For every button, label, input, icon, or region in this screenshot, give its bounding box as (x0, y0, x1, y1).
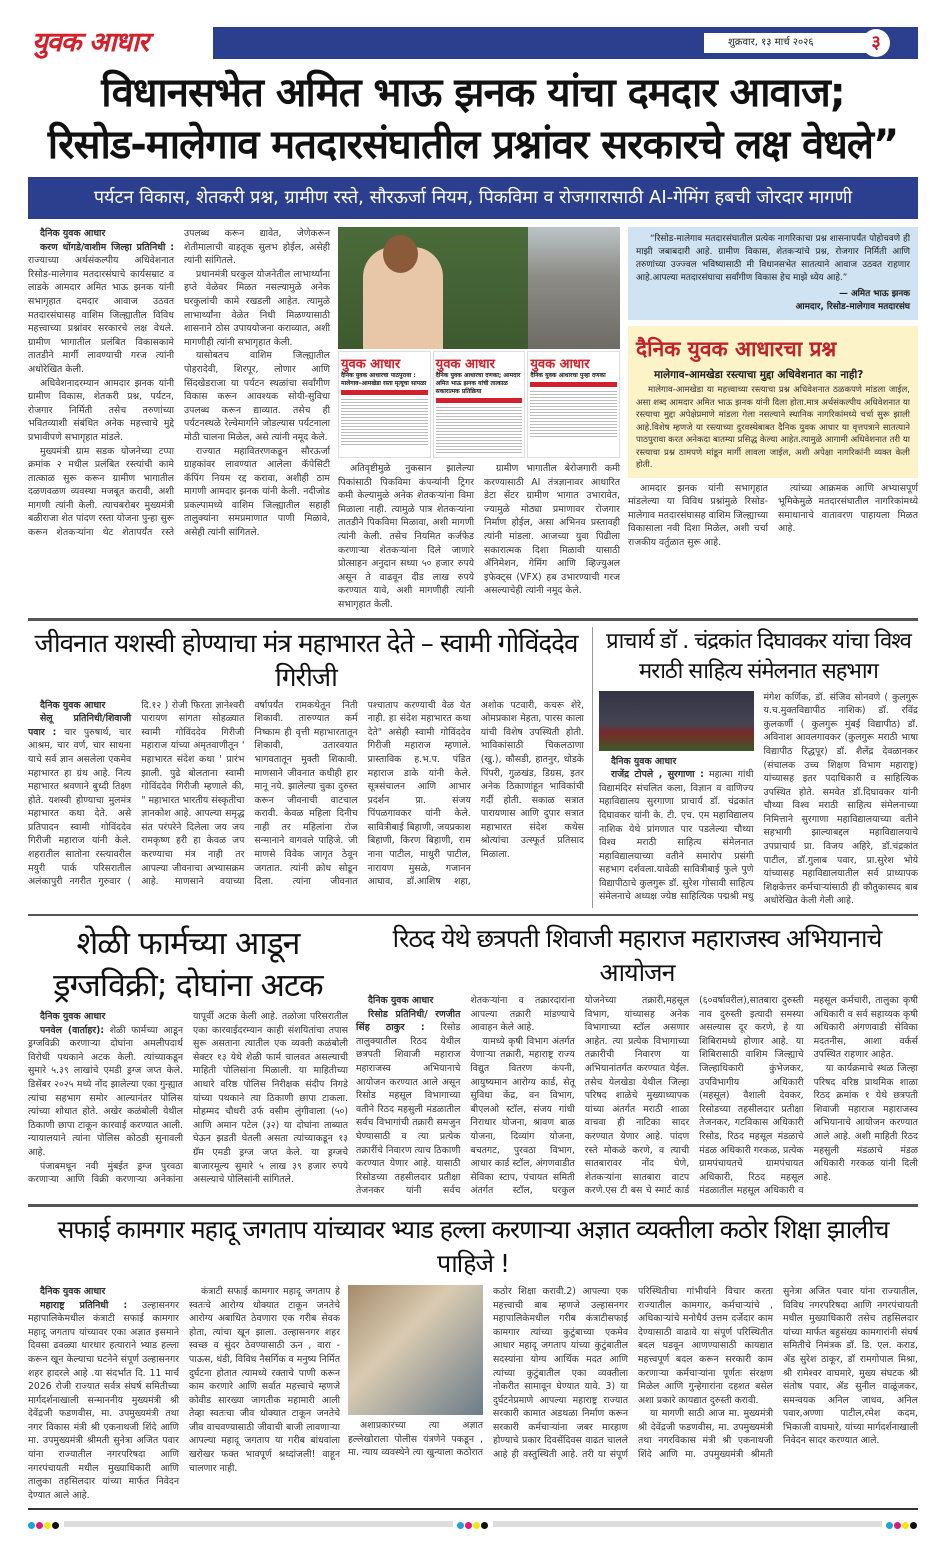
lead-section (28, 227, 918, 612)
paragraph: राज्यात महावितरणकडून सौरऊर्जा ग्राहकांवर लावण्यात आलेला कॅपेसिटी कॅपिंग नियम रद्द करावा, अशीही ठाम मागणी आमदार झनक यांनी केली. नदीजोड प्रकल्पामध्ये वाशिम जिल्ह्यातील सहाही तालुक्यांना समप्रमाणात पाणी मिळावे, असेही त्यांनी सांगितले. (184, 445, 330, 539)
byline: राजेंद्र टोपले , सुरगाणा : (611, 769, 704, 781)
lead-article-continued (338, 462, 620, 612)
paragraph: प्रधानमंत्री घरकुल योजनेतील लाभार्थ्यांना हप्ते वेळेवर मिळत नसल्यामुळे अनेक घरकुलांची कामे रखडली आहेत. त्यामुळे लाभार्थ्यांना वेळेत निधी मिळण्यासाठी शासनाने ठोस उपाययोजना कराव्यात, अशी मागणीही त्यांनी सभागृहात केली. (184, 268, 330, 348)
safai-body-right (348, 1285, 918, 1503)
drugs-article (28, 922, 348, 1198)
mahabharat-body (28, 699, 584, 889)
section-3 (28, 914, 918, 1198)
clipping (433, 351, 526, 458)
paragraph: रिसोड तालुक्यातील रिठद येथील छत्रपती शिवाजी महाराज महाराजस्व अभियानाचे आयोजन करण्यात आले असून रिसोड महसूल विभागाच्या वतीने रिठद महसुली मंडळातील सर्वच विभागांची तक्रारी समजुन घेण्यासाठी व त्या प्रत्येक तक्रारींचे निवारण त्याच ठिकाणी करण्यात येणार आहे. यासाठी रिसोडच्या तहसीलदार प्रतीक्षा तेजनकर यांनी सर्वच शेतकऱ्यांना व तक्रारदारांना आपल्या तक्रारी मांडण्याचे आवाहन केले आहे. (356, 995, 575, 1197)
clipping (338, 351, 431, 458)
sammelan-article (592, 627, 918, 909)
dateline: दैनिक युवक आधार (40, 1285, 106, 1297)
dateline: दैनिक युवक आधार (611, 755, 677, 767)
damaged-road-photo (528, 227, 620, 349)
clipping (527, 351, 620, 458)
sammelan-body (599, 691, 918, 909)
byline: रिसोड प्रतिनिधी/ रणजीत सिंह ठाकुर : (356, 1008, 461, 1034)
clipping-masthead: युवक आधार (530, 357, 590, 372)
safai-headline: सफाई कामगार महादू जगताप यांच्यावर भ्याड हल्ला करणाऱ्या अज्ञात व्यक्तीला कठोर शिक्षा झालीच पाहिजे ! (57, 1214, 889, 1278)
drugs-headline (28, 922, 348, 1006)
paragraph: चार पुरुषार्थ, चार आश्रम, चार वर्ण, चार साधना याचे सर्व ज्ञान असलेला एकमेव महाभारत हा ग्रंथ आहे. नित्य महाभारत श्रवणाने बुध्दी तिक्ष्ण होते. यशस्वी होण्याचा मुलमंत्र महाभारत कथा देते. असे प्रतिपादन स्वामी गोविंददेव गिरीजी महाराज यांनी केले. शहरातील सातोना रस्त्यावरील मयुरी पार्क परिसरातील अलंकापुरी नगरीत गुरुवार ( दि.१२ ) रोजी फिरता ज्ञानेश्वरी पारायण सांगता सोहळ्यात स्वामी गोविंददेव गिरीजी महाराज यांच्या अमृतवाणीतून ' महाभारत संदेश कथा ' प्रारंभ झाली. पुढे बोलताना स्वामी गोविंददेव गिरीजी म्हणाले की, " महाभारत भारतीय संस्कृतीचा ज्ञानकोश आहे. आपल्या समृद्ध संत परंपरेने दिलेला जय जय रामकृष्ण हरी हा केवळ जप करण्याचा मंत्र नाही तर आपल्या जीवनाचा अभ्यासक्रम आहे. माणसाने वयाच्या वर्षापर्यंत रामकथेतून निती शिकावी. तारुण्यात कर्म निष्काम ही वृत्ती महाभारतातून शिकावी, उतारवयात भागवतातून मुक्ती शिकावी. माणसाने जीवनात कधीही हार मानू नये. झालेल्या चुका दुरुस्त करून जीवनाची वाटचाल करावी. केवळ महिला दिनीच नाही तर महिलांना रोज सन्मानाने वागवले पाहिजे. जी माणसे विवेक जागृत ठेवून जगतात. त्यांनी क्रोध सोडून दिला. त्यांना जीवनात पश्चाताप करण्याची वेळ येत नाही. हा संदेश महाभारत कथा देते" असेही स्वामी गोविंददेव गिरीजी महाराज म्हणाले. प्रास्ताविक ह.भ.प. पंडित महाराज डाके यांनी केले. सूत्रसंचालन आणि आभार प्रदर्शन प्रा. संजय पिंपळगावकर यांनी केले. सावित्रीबाई बिहाणी, जयप्रकाश बिहाणी, किरण बिहाणी, राम नाना पाटील, माधुरी पाटील, नारायण मुसळे, गजानन आघाव, डॉ.आशिष शहा, अशोक पटवारी, कचरू शेरे, ओमप्रकाश मेहता, पारस काला यांची विशेष उपस्थिती होती. भाविकांसाठी चिकलठाणा (खु.), कौसडी, हातनुर, धोडके पिंपरी, गुळखंड, डिग्रस, इतर अनेक ठिकाणांहून भाविकांची गर्दी होती. सकाळ सत्रात पारायणास आणि दुपार सत्रात महाभारत संदेश कथेस श्रोत्यांचा उत्स्फूर्त प्रतिसाद मिळाला. (28, 699, 584, 888)
paragraph: अधिवेशनादरम्यान आमदार झनक यांनी ग्रामीण विकास, शेतकरी प्रश्न, पर्यटन, रोजगार निर्मिती तसेच तरुणांच्या भवितव्याशी संबंधित अनेक महत्त्वाचे मुद्दे प्रभावीपणे सभागृहात मांडले. (28, 377, 174, 443)
question-box-text: मालेगाव-आमखेडा या महत्त्वाच्या रस्त्याचा प्रश्न अधिवेशनात ठळकपणे मांडला जाईल, असा शब्द आमदार अमित भाऊ झनक यांनी दिला होता.मात्र अर्थसंकल्पीय अधिवेशनात या रस्त्याचा मुद्दा अपेक्षेप्रमाणे मांडला गेला नसल्याने स्थानिक नागरिकांमध्ये चर्चा सुरू झाली आहे.विशेष म्हणजे या रस्त्याच्या दुरवस्थेबाबत दैनिक युवक आधार या वृत्तपत्राने सातत्याने पाठपुरावा करत अनेकदा बातम्या प्रसिद्ध केल्या आहेत.त्यामुळे आगामी अधिवेशनात तरी या रस्त्याचा प्रश्न ठामपणे मांडून मार्गी लावला जाईल, अशी अपेक्षा नागरिकांनी व्यक्त केली होती. (636, 385, 910, 470)
sammelan-headline: प्राचार्य डॉ . चंद्रकांत दिघावकर यांचा विश्व मराठी साहित्य संमेलनात सहभाग (606, 628, 911, 684)
dateline: दैनिक युवक आधार (40, 228, 106, 239)
print-registration-strip (28, 1514, 918, 1533)
question-box-title: दैनिक युवक आधारचा प्रश्न (636, 337, 837, 361)
page-number: ३ (862, 29, 890, 57)
clipping-headline: दैनिक युवक आधारचा पुन्हा दणका (530, 372, 606, 379)
rithad-headline: रिठद येथे छत्रपती शिवाजी महाराज महाराजस्व अभियानाचे आयोजन (392, 924, 882, 988)
byline: पनवेल (वार्ताहर): (40, 1024, 105, 1036)
drugs-body (28, 1010, 348, 1187)
newspaper-logo: युवक आधार (28, 27, 213, 59)
paragraph: महात्मा गांधी विद्यामंदिर संचलित कला, विज्ञान व वाणिज्य महाविद्यालय सुरगाणा प्राचार्य डॉ. चंद्रकांत दिघावकर यांनी के. टी. एच. एम महाविद्यालय नाशिक येथे प्रांगणात पार पडलेल्या चौथ्या विश्व मराठी साहित्य संमेलनात महाविद्यालयाच्या वतीने समारोप प्रसंगी सहभाग दर्शवला.यावेळी सावित्रीबाई फुले पुणे विद्यापीठाचे कुलगुरू डॉ. सुरेश गोसावी साहित्य संमेलनाचे अध्यक्ष ज्येष्ठ साहित्यिक पद्मश्री मधु मंगेश कर्णिक, डॉ. संजिव सोनवणे ( कुलगुरू य.च.मुक्तविद्यापीठ नाशिक) डॉ. रविंद्र कुलकर्णी ( कुलगुरू मुंबई विद्यापीठ) डॉ. अविनाश आवलगावकर (कुलगुरू मराठी भाषा विद्यापीठ रिद्धपूर) डॉ. शैलेंद्र देवळानकर (संचालक उच्च शिक्षण विभाग महाराष्ट्र) यांच्यासह इतर पदाधिकारी व साहित्यिक उपस्थित होते. समवेत डॉ.दिघावकर यांनी चौथ्या विश्व मराठी साहित्य संमेलनाच्या निमित्ताने सुरगाणा महाविद्यालयाच्या वतीने सहभागी झाल्याबद्दल महाविद्यालयाचे उपप्राचार्य प्रा. विजय अहिरे, डॉ.चंद्रकांत पाटील, डॉ.गुलाब पवार, प्रा.सुरेश भोये यांच्यासह महाविद्यालयातील सर्व प्राध्यापक शिक्षकेत्तर कर्मचाऱ्यांसाठी ही कौतुकास्पद बाब अधोरेखित केली गेली आहे. (599, 691, 918, 907)
clipping-headline: दैनिक युवक आधारचा दणका; आमदार अमित भाऊ झनक यांची तात्काळ सकारात्मक प्रतिक्रिया (435, 372, 521, 395)
safai-body-left (28, 1285, 340, 1503)
paragraph: ग्रामीण भागातील बेरोजगारी कमी करण्यासाठी AI तंत्रज्ञानावर आधारित डेटा सेंटर ग्रामीण भागात उभारावेत, ज्यामुळे मोठ्या प्रमाणावर रोजगार निर्माण होईल, असा अभिनव प्रस्तावही त्यांनी मांडला. आजच्या युवा पिढीला सकारात्मक दिशा मिळावी यासाठी ॲनिमेशन, गेमिंग आणि व्हिज्युअल इफेक्ट्स (VFX) हब उभारण्याची गरज असल्याचेही त्यांनी नमूद केले. (484, 463, 620, 597)
paragraph: राज्याच्या अर्थसंकल्पीय अधिवेशनात रिसोड-मालेगाव मतदारसंघाचे कार्यसम्राट व लाडके आमदार अमित भाऊ झनक यांनी सभागृहात दमदार आवाज उठवत मतदारसंघासह वाशिम जिल्ह्यातील विविध महत्त्वाच्या प्रश्नांवर सरकारचे लक्ष वेधले. ग्रामीण भागातील प्रलंबित विकासकामे तातडीने मार्गी लावण्याची गरज त्यांनी अधोरेखित केली. (28, 255, 174, 375)
paragraph: पंजाबमधून नवी मुंबईत ड्रग्ज पुरवठा करणाऱ्या आणि विक्री करणाऱ्या अनेकांना यापूर्वी अटक केली आहे. तळोजा परिसरातील एका कारवाईदरम्यान काही संशयितांचा तपास सुरू असताना त्यातील एक व्यक्ती कळंबोली सेक्टर १३ येथे शेळी फार्म चालवत असल्याची माहिती पोलिसांना मिळाली. या माहितीच्या आधारे वरिष्ठ पोलिस निरीक्षक संदीप निगडे यांच्या पथकाने त्या ठिकाणी छापा टाकला. मोहम्मद चौधरी उर्फ वसीम लुंगीवाला (५०) आणि अमान पटेल (३२) या दोघांना ताब्यात घेऊन झडती घेतली असता त्यांच्याकडून १३ ग्रॅम एमडी ड्रग्ज जप्त केले. या ड्रग्जचे बाजारमूल्य सुमारे ५ लाख ३९ हजार रुपये असल्याचे पोलिसांनी सांगितले. (28, 1011, 348, 1186)
issue-date: शुक्रवार, १३ मार्च २०२६ (704, 33, 876, 53)
masthead-bar (28, 27, 918, 59)
lead-subheadline: पर्यटन विकास, शेतकरी प्रश्न, ग्रामीण रस्ते, सौरऊर्जा नियम, पिकविमा व रोजगारासाठी AI-गेमिंग हबची जोरदार मागणी (28, 177, 918, 219)
drugs-headline-line-2: ड्रग्जविक्री; दोघांना अटक (53, 966, 323, 1005)
dateline: दैनिक युवक आधार (40, 1011, 106, 1023)
mla-quote-box (628, 227, 918, 320)
paragraph: या कार्यक्रमाचे स्थळ जिल्हा परिषद वरिष्ठ प्राथमिक शाळा रिठद क्रमांक १ येथे छत्रपती शिवाजी महाराज महाराजस्व अभियानाचे आयोजन करण्यात आले आहे. अशी माहिती रिठद महसुली मंडळाचे मंडळ अधिकारी गरकळ यांनी दिली आहे. (813, 1063, 918, 1183)
clipping-masthead: युवक आधार (435, 357, 495, 372)
rithad-article (356, 922, 918, 1198)
color-registration-dots (457, 1514, 489, 1533)
byline: सेलू प्रतिनिधी/शिवाजी पवार : (28, 713, 132, 738)
paragraph: यासोबतच वाशिम जिल्ह्यातील पोहरादेवी, शिरपूर, लोणार आणि सिंदखेडराजा या पर्यटन स्थळांचा सर्वांगीण विकास करून आवश्यक सोयी-सुविधा उपलब्ध करून द्याव्यात. तसेच ही पर्यटनस्थळे रेल्वेमार्गाने जोडल्यास पर्यटनाला मोठी चालना मिळेल, असे त्यांनी नमूद केले. (184, 350, 330, 443)
lead-right-column (628, 227, 918, 612)
lead-headline-line-2: रिसोड-मालेगाव मतदारसंघातील प्रश्नांवर सरकारचे लक्ष वेधले” (47, 122, 899, 168)
rithad-body (356, 994, 918, 1198)
paragraph: अतिवृष्टीमुळे नुकसान झालेल्या पिकांसाठी पिकविमा कंपन्यांनी ट्रिगर कमी केल्यामुळे अनेक शेतकऱ्यांना विमा मिळाला नाही. त्यामुळे पात्र शेतकऱ्यांना तातडीने पिकविमा मिळावा, अशी मागणी त्यांनी केली. तसेच नियमित कर्जफेड करणाऱ्या शेतकऱ्यांना दिले जाणारे प्रोत्साहन अनुदान सध्या ५० हजार रुपये असून ते वाढवून दीड लाख रुपये करण्यात यावे, अशी मागणीही त्यांनी सभागृहात केली. (338, 463, 474, 610)
paragraph: कंत्राटी सफाई कामगार महादू जगताप हे स्वतःचे आरोग्य धोक्यात टाकून जनतेचे आरोग्य अबाधित ठेवणारा एक गरीब सेवक होता, त्यांचा खून झाला. उल्हासनगर शहर स्वच्छ व सुंदर ठेवण्यासाठी ऊन , वारा - पाऊस, थंडी, विविध नैसर्गिक व मनुष्य निर्मित दुर्घटना होतात त्यामध्ये रक्ताचे पाणी करून काम करणारे आणि सर्वात महत्त्वाचे म्हणजे कोवीड सारख्या जागतीक महामारी आली तेव्हा स्वतःचा जीव धोक्यात टाकून जनतेचे जीव वाचवण्यासाठी जीवाची बाजी लावणाऱ्या आपल्या महादू जगताप या गरीब बांधवांला खरोखर फक्त भावपूर्ण श्रध्दांजली! वाहून चालणार नाही. (189, 1285, 340, 1474)
lead-media-column (338, 227, 620, 612)
footer-rule (28, 1508, 918, 1510)
byline: महाराष्ट्र प्रतिनिधी : (40, 1299, 128, 1311)
byline: करण धोंगडे/वाशीम जिल्हा प्रतिनिधी : (40, 241, 174, 253)
color-registration-dots (28, 1514, 60, 1533)
paragraph: या मागणी साठी आज मा. मुख्यमंत्री श्री देवेंद्रजी फडणवीस, मा. उपमुख्यमंत्री तथा नगरविकास मंत्री श्री एकनाथजी शिंदे आणि मा. उपमुख्यमंत्री श्रीमती सुनेत्रा अजित पवार यांना राज्यातील, विविध नगरपरिषदा आणि नगरपंचायती मधील मुख्याधिकारी तसेच तहसिलदार यांच्या मार्फत बहुसंख्य कामगारांनी संघर्ष समितीचे निमंत्रक डॉ. डि. एल. कराड, ॲड सुरेश ठाकूर, डॉ रामगोपाल मिश्रा, श्री रामेश्वर वाघमारे, मुख्य संघटक श्री संतोष पवार, ॲड सुनील वाळूंजकर, समन्वयक अनिल जाधव, अनिल पवार,अण्णा पाटील,रमेश कदम, भिकाजी वाघमारे, यांच्या मार्गदर्शनाखाली निवेदन सादर करण्यात आले. (638, 1285, 918, 1461)
paragraph: मुख्यमंत्री ग्राम सडक योजनेच्या टप्पा क्रमांक २ मधील प्रलंबित रस्त्यांची कामे तात्काळ सुरू करून ग्रामीण भागातील दळणवळण व्यवस्था मजबूत करावी, अशी मागणी त्यांनी केली. त्याचबरोबर मुख्यमंत्री बळीराजा शेत पांदण रस्ता योजना पुन्हा सुरू करून शेतकऱ्यांना थेट शेतापर्यंत रस्ते उपलब्ध करून द्यावेत, जेणेकरून शेतीमालाची वाहतूक सुलभ होईल, असेही त्यांनी सांगितले. (28, 228, 330, 539)
color-registration-dots (886, 1514, 918, 1533)
quote-author-role: आमदार, रिसोड-मालेगाव मतदारसंघ (795, 302, 910, 312)
question-box-subtitle: मालेगाव-आमखेडा रस्त्याचा मुद्दा अधिवेशनात का नाही? (654, 369, 864, 381)
paragraph: उल्हासनगर महापालिकेमधील कंत्राटी सफाई कामगार महादू जगताप यांच्यावर एका अज्ञात इसमाने दिवसा ढवळ्या धारधार हत्याराने भ्याड हल्ला करून खून केल्याचा घटनेने संपूर्ण उल्हासनगर शहर हादरले आहे .या संदर्भात दि. 11 मार्च 2026 रोजी राज्यात सर्वत्र संघर्ष समितीच्या मार्गदर्शनाखाली सन्माननीय मुख्यमंत्री श्री देवेंद्रजी फडणवीस, मा. उपमुख्यमंत्री तथा नगर विकास मंत्री श्री एकनाथजी शिंदे आणि मा. उपमुख्यमंत्री श्रीमती सुनेत्रा अजित पवार यांना राज्यातील नगरपरिषदा आणि नगरपंचायती मधील मुख्याधिकारी आणि तालुका तहसिलदार यांच्या मार्फत निवेदन देण्यात आले आहे. (28, 1299, 179, 1501)
assembly-speech-photo (338, 227, 528, 349)
safai-article (28, 1204, 918, 1503)
section-2 (28, 618, 918, 909)
question-box (628, 326, 918, 478)
dateline: दैनिक युवक आधार (40, 699, 106, 711)
paragraph: आमदार झनक यांनी सभागृहात मांडलेल्या या विविध प्रश्नांमुळे रिसोड-मालेगाव मतदारसंघासह वाशिम जिल्ह्याच्या विकासाला नवी दिशा मिळेल, अशी चर्चा राजकीय वर्तुळात सुरू आहे. (628, 482, 768, 548)
mahabharat-headline: जीवनात यशस्वी होण्याचा मंत्र महाभारत देते – स्वामी गोविंददेव गिरीजी (34, 628, 578, 693)
lead-headline-line-1: विधानसभेत अमित भाऊ झनक यांचा दमदार आवाज; (101, 70, 845, 116)
lead-article-end (628, 482, 918, 550)
paragraph: अशाप्रकारच्या त्या अज्ञात हल्लेखोराला पोलीस यंत्रणेने पकडून , मा. न्याय व्यवस्थेने त्या खुन्याला कठोरात कठोर शिक्षा करावी.2) आपल्या एक महत्त्वाची बाब म्हणजे उल्हासनगर महापालिकेमधील गरीब कंत्राटीसफाई कामगार त्यांच्या कुटुंबाच्या एकमेव आधार महादू जगताप यांच्या कुटुंबातील सदस्यांना योग्य आर्थिक मदत आणि त्यांच्या कुटुंबातील एका व्यक्तीला नोकरीत सामावून घेण्यात यावे. 3) या दुर्घटनेप्रमाणे आपल्या महाराष्ट्र राज्यात सरकारी कामात अडथळा निर्माण करून सरकारी कर्मचाऱ्यांना जबर मारहाण होण्याचे प्रकार दिवसेंदिवस वाढत चालले आहे ही वस्तुस्थिती आहे. तरी या संपूर्ण परिस्थितीचा गांभीर्याने विचार करता राज्यातील कामगार, कर्मचाऱ्यांचे , अधिकाऱ्यांचे मनोधैर्य उत्तम दर्जेदार काम देण्यासाठी वाढावे या संपूर्ण परिस्थितीत बदल घडवून आणण्यासाठी कायद्यात महत्त्वपूर्ण बदल करून सरकारी काम करणाऱ्या कर्मचाऱ्यांना पूर्णतः संरक्षण मिळेल आणि गुन्हेगारांना दहशत बसेल अशा प्रकारे कायद्यात दुरुस्ती करावी. (348, 1285, 773, 1461)
sammelan-stage-photo (599, 691, 754, 751)
paragraph: यामध्ये कृषी विभाग अंतर्गत येणाऱ्या तक्रारी, महाराष्ट्र राज्य विद्युत वितरण कंपनी, आयुष्यमान आरोग्य कार्ड, सेतू सुविधा केंद्र, वन विभाग, बीएलओ स्टॉल, संजय गांधी निराधार योजना, श्रावण बाळ योजना, दिव्यांग योजना, बचतगट, पुरवठा विभाग, आधार कार्ड स्टॉल, अंगणवाडीत सेविका स्टाप, पंचायत समिती अंतर्गत स्टॉल, घरकुल योजनेच्या तक्रारी,महसूल विभाग, यांच्यासह अनेक विभागाच्या स्टॉल असणार आहेत. त्या प्रत्येक विभागाच्या तक्रारीची निवारण या अभियानांतर्गत करण्यात येईल. तसेच येलखेडा येथील जिल्हा परिषद शाळेचे मुख्याध्यापक यांच्या अंतर्गत मराठी शाळा वाचवा ही नाटिका सादर करण्यात येणार आहे. पांदण रस्ते मोकळे करणे, व त्याची सातबारावर नोंद घेणे, शेतकऱ्यांना सातबारा वाटप करणे.एस टी बस चे स्मार्ट कार्ड (६०वर्षावरील),सातबारा दुरुस्ती नाव दुरुस्ती इत्यादी समस्या असल्यास दूर करणे, हे या शिबिरामध्ये होणार आहे. या शिबिरासाठी वाशिम जिल्ह्याचे जिल्हाधिकारी कुंभेजकर, उपविभागीय अधिकारी (महसूल) वैशाली देवकर, रिसोडच्या तहसीलदार प्रतीक्षा तेजनकर, गटविकास अधिकारी रिसोड, रिठद महसूल मंडळाचे मंडळ अधिकारी गरकळ, प्रत्येक ग्रामपंचायतचे ग्रामपंचायत अधिकारी, रिठद महसूल मंडळातील महसूल अधिकारी व महसूल कर्मचारी, तालुका कृषी अधिकारी व सर्व सहाय्यक कृषी अधिकारी अंगणवाडी सेविका मदतनीस, आशा वर्कर्स उपस्थित राहणार आहेत. (470, 995, 918, 1197)
dateline: दैनिक युवक आधार (368, 995, 434, 1007)
newspaper-clippings (338, 351, 620, 458)
clipping-headline: दैनिक युवक आधारचा पाठपुरावा : मालेगाव–आमखेडा रस्ता मृत्यूचा सापळा (341, 372, 427, 387)
mahabharat-article (28, 627, 584, 909)
memorandum-submission-photo (348, 1285, 483, 1415)
paragraph: त्यांच्या आक्रमक आणि अभ्यासपूर्ण भूमिकेमुळे मतदारसंघातील नागरिकांमध्ये समाधानाचे वातावरण पाहायला मिळत आहे. (778, 482, 918, 535)
quote-author: — अमित भाऊ झनक (839, 289, 910, 299)
quote-text: “रिसोड-मालेगाव मतदारसंघातील प्रत्येक नागरिकाचा प्रश्न शासनापर्यंत पोहोचवणे ही माझी जबाबदारी आहे. ग्रामीण विकास, शेतकऱ्यांचे प्रश्न, रोजगार निर्मिती आणि तरुणांच्या उज्ज्वल भविष्यासाठी मी विधानसभेत सातत्याने आवाज उठवत राहणार आहे.आपल्या मतदारसंघाचा सर्वांगीण विकास हेच माझे ध्येय आहे.” (636, 234, 910, 283)
drugs-headline-line-1: शेळी फार्मच्या आडून (76, 924, 300, 963)
clipping-masthead: युवक आधार (341, 357, 401, 372)
lead-article-body (28, 227, 330, 612)
paragraph: शेळी फार्मच्या आडून ड्रग्जविक्री करणाऱ्या दोघांना अमलीपदार्थ विरोधी पथकाने अटक केली. त्यांच्याकडून सुमारे ५.३९ लाखांचे एमडी ड्रग्ज जप्त केले. डिसेंबर २०२५ मध्ये नोंद झालेल्या एका गुन्ह्यात त्यांचा सहभाग समोर आल्यानंतर पोलिस त्यांच्या शोधात होते. अखेर कळंबोली येथील ठिकाणी छापा टाकून कारवाई करण्यात आली. न्यायालयाने त्यांना पोलिस कोठडी सुनावली आहे. (28, 1024, 183, 1158)
